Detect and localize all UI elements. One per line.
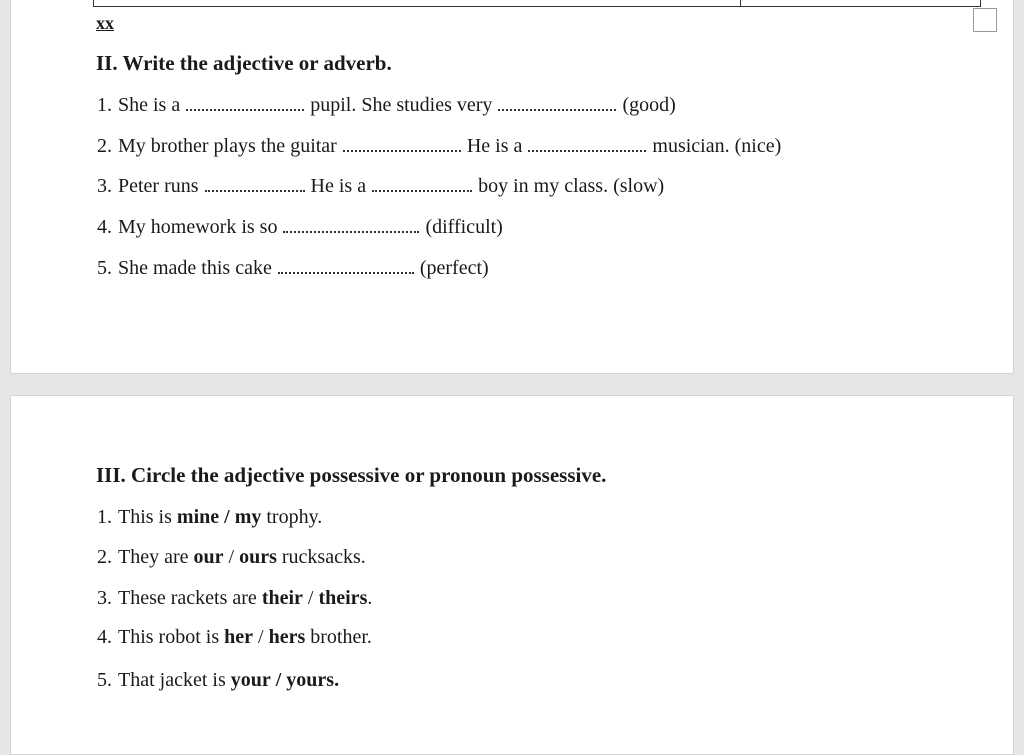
- item-text: trophy.: [266, 506, 323, 528]
- option-b[interactable]: ours: [239, 546, 277, 568]
- exercise-item: 1. This is mine / my trophy.: [97, 506, 323, 528]
- answer-blank[interactable]: [498, 95, 616, 111]
- item-text: He is a: [466, 135, 523, 157]
- option-b[interactable]: theirs: [318, 587, 368, 609]
- item-text: This is: [118, 506, 172, 528]
- item-number: 3.: [97, 587, 112, 609]
- exercise-item: [97, 135, 781, 158]
- item-text: .: [334, 669, 340, 691]
- table-border: [93, 0, 981, 7]
- item-text: .: [367, 587, 373, 609]
- exercise-item: 5. That jacket is your / yours.: [97, 669, 340, 691]
- exercise-item: 2. They are our / ours rucksacks.: [97, 546, 366, 568]
- item-text: My brother plays the guitar: [118, 135, 337, 157]
- item-number: 4.: [97, 216, 112, 238]
- item-number: 1.: [97, 94, 112, 116]
- item-number: 1.: [97, 506, 112, 528]
- item-number: 5.: [97, 257, 112, 279]
- item-hint: (difficult): [425, 216, 503, 238]
- item-text: These rackets are: [118, 587, 257, 609]
- item-text: She made this cake: [118, 257, 272, 279]
- section-heading: III. Circle the adjective possessive or pronoun possessive.: [96, 463, 607, 487]
- item-text: Peter runs: [118, 175, 199, 197]
- item-text: This robot is: [118, 626, 220, 648]
- option-b[interactable]: my: [234, 506, 262, 528]
- option-a[interactable]: your: [230, 669, 271, 691]
- option-a[interactable]: mine: [176, 506, 220, 528]
- answer-blank[interactable]: [528, 136, 646, 152]
- item-hint: (perfect): [419, 257, 489, 279]
- item-hint: (nice): [734, 135, 782, 157]
- answer-blank[interactable]: [343, 136, 461, 152]
- section-marker: xx: [96, 13, 114, 33]
- item-number: 3.: [97, 175, 112, 197]
- item-text: pupil. She studies very: [310, 94, 493, 116]
- option-a[interactable]: our: [193, 546, 224, 568]
- option-a[interactable]: her: [224, 626, 254, 648]
- exercise-item: [97, 257, 489, 280]
- item-hint: (good): [622, 94, 676, 116]
- exercise-item: 3. These rackets are their / theirs.: [97, 587, 373, 609]
- worksheet-page-1: [10, 0, 1014, 374]
- item-text: musician.: [652, 135, 730, 157]
- item-hint: (slow): [613, 175, 665, 197]
- item-text: They are: [118, 546, 189, 568]
- worksheet-page-2: [10, 395, 1014, 755]
- item-text: He is a: [310, 175, 367, 197]
- answer-blank[interactable]: [283, 217, 419, 233]
- table-column-divider: [740, 0, 741, 6]
- item-number: 4.: [97, 626, 112, 648]
- option-b[interactable]: yours: [286, 669, 335, 691]
- option-b[interactable]: hers: [268, 626, 306, 648]
- item-text: My homework is so: [118, 216, 278, 238]
- answer-blank[interactable]: [186, 95, 304, 111]
- answer-blank[interactable]: [278, 258, 414, 274]
- option-a[interactable]: their: [261, 587, 303, 609]
- item-text: brother.: [310, 626, 372, 648]
- section-heading: II. Write the adjective or adverb.: [96, 51, 392, 75]
- exercise-item: [97, 216, 503, 239]
- item-text: rucksacks.: [281, 546, 366, 568]
- item-text: boy in my class.: [478, 175, 609, 197]
- item-text: That jacket is: [118, 669, 226, 691]
- answer-blank[interactable]: [372, 176, 472, 192]
- exercise-item: [97, 175, 664, 198]
- exercise-item: 4. This robot is her / hers brother.: [97, 626, 372, 648]
- item-number: 2.: [97, 546, 112, 568]
- item-number: 2.: [97, 135, 112, 157]
- item-number: 5.: [97, 669, 112, 691]
- exercise-item: [97, 94, 676, 117]
- checkbox[interactable]: [973, 8, 997, 32]
- item-text: She is a: [118, 94, 181, 116]
- answer-blank[interactable]: [205, 176, 305, 192]
